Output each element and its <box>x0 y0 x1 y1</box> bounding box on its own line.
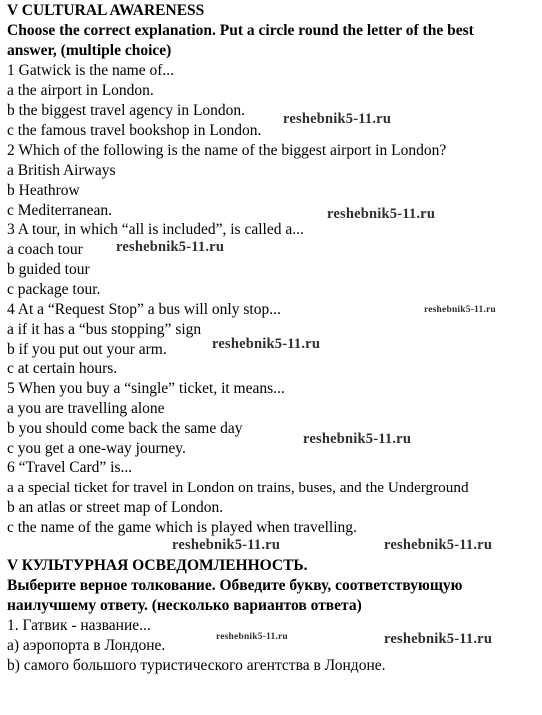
answer-option: c the famous travel bookshop in London. <box>7 122 262 139</box>
question-4-text: 4 At a “Request Stop” a bus will only stop... <box>7 301 281 318</box>
answer-option: a the airport in London. <box>7 82 154 99</box>
answer-option-ru: а) аэропорта в Лондоне. <box>7 637 166 654</box>
section-title-ru: V КУЛЬТУРНАЯ ОСВЕДОМЛЕННОСТЬ. <box>7 557 308 574</box>
answer-option: c you get a one-way journey. <box>7 440 186 457</box>
instructions-ru-line-2: наилучшему ответу. (несколько вариантов ответа) <box>7 597 362 614</box>
answer-option: c Mediterranean. <box>7 202 112 219</box>
answer-option: a a special ticket for travel in London on trains, buses, and the Underground <box>7 479 469 496</box>
question-3-text: 3 A tour, in which “all is included”, is called a... <box>7 221 304 238</box>
section-title-en: V CULTURAL AWARENESS <box>7 2 205 19</box>
question-2-text: 2 Which of the following is the name of the biggest airport in London? <box>7 142 447 159</box>
question-5-text: 5 When you buy a “single” ticket, it means... <box>7 380 285 397</box>
answer-option: a British Airways <box>7 162 116 179</box>
watermark: reshebnik5-11.ru <box>384 631 493 647</box>
answer-option: c at certain hours. <box>7 360 118 377</box>
answer-option: b guided tour <box>7 261 90 278</box>
watermark: reshebnik5-11.ru <box>283 111 392 127</box>
watermark: reshebnik5-11.ru <box>216 632 288 642</box>
watermark: reshebnik5-11.ru <box>116 239 225 255</box>
watermark: reshebnik5-11.ru <box>384 537 493 553</box>
watermark: reshebnik5-11.ru <box>424 305 496 315</box>
instructions-en-line-2: answer, (multiple choice) <box>7 42 172 59</box>
answer-option: b an atlas or street map of London. <box>7 499 224 516</box>
answer-option: b you should come back the same day <box>7 420 243 437</box>
answer-option: b if you put out your arm. <box>7 341 167 358</box>
watermark: reshebnik5-11.ru <box>212 336 321 352</box>
answer-option: c the name of the game which is played when travelling. <box>7 519 357 536</box>
answer-option: b Heathrow <box>7 182 80 199</box>
answer-option: a coach tour <box>7 241 83 258</box>
answer-option: a if it has a “bus stopping” sign <box>7 321 202 338</box>
watermark: reshebnik5-11.ru <box>303 431 412 447</box>
answer-option: c package tour. <box>7 281 101 298</box>
answer-option: b the biggest travel agency in London. <box>7 102 246 119</box>
answer-option-ru: b) самого большого туристического агентства в Лондоне. <box>7 657 386 674</box>
question-1-text-ru: 1. Гатвик - название... <box>7 617 151 634</box>
question-6-text: 6 “Travel Card” is... <box>7 459 133 476</box>
instructions-ru-line-1: Выберите верное толкование. Обведите букву, соответствующую <box>7 577 463 594</box>
watermark: reshebnik5-11.ru <box>172 537 281 553</box>
instructions-en-line-1: Choose the correct explanation. Put a circle round the letter of the best <box>7 22 474 39</box>
watermark: reshebnik5-11.ru <box>327 206 436 222</box>
answer-option: a you are travelling alone <box>7 400 165 417</box>
question-1-text: 1 Gatwick is the name of... <box>7 62 175 79</box>
